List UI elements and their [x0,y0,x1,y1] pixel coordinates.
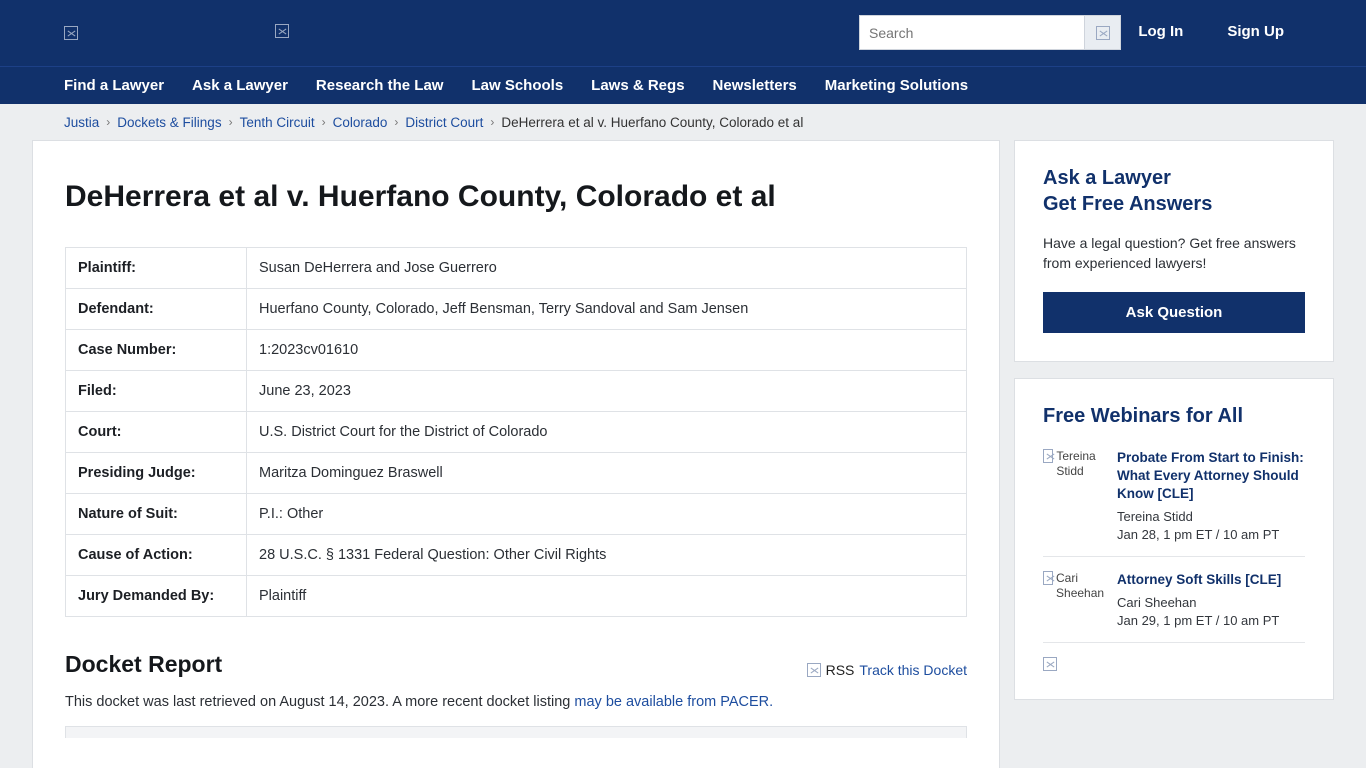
nav-find-a-lawyer[interactable]: Find a Lawyer [64,77,165,94]
promo-broken-image-icon [275,24,289,38]
track-docket-label: Track this Docket [859,662,967,678]
row-label: Jury Demanded By: [66,576,247,617]
sign-up-link[interactable]: Sign Up [1227,23,1284,40]
table-row [66,371,967,412]
nav-newsletters[interactable]: Newsletters [712,77,797,94]
site-header [0,0,1366,66]
docket-header [65,651,967,678]
pacer-link[interactable]: may be available from PACER. [574,694,774,710]
nav-law-schools[interactable]: Law Schools [471,77,564,94]
page-title: DeHerrera et al v. Huerfano County, Colorado et al [65,180,776,213]
breadcrumb-item-dockets-filings[interactable]: Dockets & Filings [117,114,222,130]
search-input[interactable] [860,16,1084,49]
justia-logo[interactable] [64,21,184,45]
row-label: Nature of Suit: [66,494,247,535]
breadcrumb [0,104,1366,140]
case-info-table [65,247,967,617]
breadcrumb-current-page: DeHerrera et al v. Huerfano County, Colorado et al [501,114,804,130]
row-label: Filed: [66,371,247,412]
table-row [66,289,967,330]
log-in-link[interactable]: Log In [1138,23,1184,40]
row-value: June 23, 2023 [247,371,967,412]
speaker-photo-icon [1043,657,1057,671]
table-row [66,535,967,576]
webinar-meta [1117,571,1305,628]
breadcrumb-item-tenth-circuit[interactable]: Tenth Circuit [239,114,315,130]
nav-laws-and-regs[interactable]: Laws & Regs [591,77,685,94]
breadcrumb-item-colorado[interactable]: Colorado [332,114,388,130]
free-webinars-card [1014,378,1334,701]
auth-links [1116,15,1306,48]
row-label: Case Number: [66,330,247,371]
header-promo-image[interactable] [275,22,435,40]
webinar-date: Jan 28, 1 pm ET / 10 am PT [1117,527,1280,543]
ask-a-lawyer-heading [1043,165,1305,217]
list-item[interactable] [1043,445,1305,558]
table-row [66,248,967,289]
list-item[interactable] [1043,557,1305,643]
rss-alt-text: RSS [825,662,855,678]
row-label: Court: [66,412,247,453]
rss-icon [807,663,821,677]
search-button[interactable] [1084,16,1120,49]
speaker-photo-icon [1043,571,1053,585]
docket-report-heading: Docket Report [65,651,223,677]
logo-broken-image-icon [64,26,78,40]
ask-question-button[interactable]: Ask Question [1043,292,1305,333]
main-navigation [0,66,1366,104]
docket-note-text: This docket was last retrieved on August 14, 2023. A more recent docket listing [65,694,571,710]
webinar-title-link[interactable]: Probate From Start to Finish: What Every Attorney Should Know [CLE] [1117,449,1304,502]
nav-marketing-solutions[interactable]: Marketing Solutions [824,77,969,94]
breadcrumb-item-justia[interactable]: Justia [64,114,100,130]
webinar-meta [1117,449,1305,543]
table-row [66,330,967,371]
table-row [66,412,967,453]
ask-a-lawyer-description: Have a legal question? Get free answers from experienced lawyers! [1043,235,1296,272]
breadcrumb-separator: › [106,115,111,129]
webinar-thumbnail [1043,571,1105,628]
breadcrumb-separator: › [321,115,326,129]
webinar-thumb-alt: Cari Sheehan [1056,571,1105,601]
row-value: P.I.: Other [247,494,967,535]
nav-research-the-law[interactable]: Research the Law [315,77,444,94]
breadcrumb-item-district-court[interactable]: District Court [405,114,484,130]
sidebar [1014,140,1334,716]
webinar-thumb-alt: Tereina Stidd [1056,448,1096,478]
breadcrumb-separator: › [490,115,495,129]
track-docket-link[interactable] [807,662,967,678]
row-label: Cause of Action: [66,535,247,576]
webinar-thumbnail [1043,449,1105,543]
row-value: Susan DeHerrera and Jose Guerrero [247,248,967,289]
webinar-meta [1117,657,1305,671]
webinar-speaker: Cari Sheehan [1117,595,1197,611]
ask-a-lawyer-card [1014,140,1334,362]
row-value: Plaintiff [247,576,967,617]
ask-heading-line2: Get Free Answers [1043,193,1213,215]
search-icon [1096,26,1110,40]
breadcrumb-separator: › [228,115,233,129]
search-bar[interactable] [859,15,1121,50]
webinar-title-link[interactable]: Attorney Soft Skills [CLE] [1117,572,1282,588]
row-value: Maritza Dominguez Braswell [247,453,967,494]
nav-ask-a-lawyer[interactable]: Ask a Lawyer [192,77,288,94]
docket-note [65,694,967,710]
row-value: 28 U.S.C. § 1331 Federal Question: Other Civil Rights [247,535,967,576]
row-value: U.S. District Court for the District of Colorado [247,412,967,453]
webinar-thumbnail [1043,657,1105,671]
webinar-speaker: Tereina Stidd [1117,509,1193,525]
speaker-photo-icon [1043,449,1053,463]
row-value: 1:2023cv01610 [247,330,967,371]
row-label: Presiding Judge: [66,453,247,494]
docket-table [65,726,967,738]
webinar-date: Jan 29, 1 pm ET / 10 am PT [1117,613,1280,629]
row-label: Defendant: [66,289,247,330]
table-row [66,453,967,494]
page-body [0,140,1366,768]
breadcrumb-separator: › [394,115,399,129]
free-webinars-heading: Free Webinars for All [1043,404,1244,427]
main-content [32,140,1000,768]
row-label: Plaintiff: [66,248,247,289]
ask-heading-line1: Ask a Lawyer [1043,167,1171,189]
row-value: Huerfano County, Colorado, Jeff Bensman, Terry Sandoval and Sam Jensen [247,289,967,330]
table-row [66,494,967,535]
list-item[interactable] [1043,643,1305,671]
table-row [66,576,967,617]
